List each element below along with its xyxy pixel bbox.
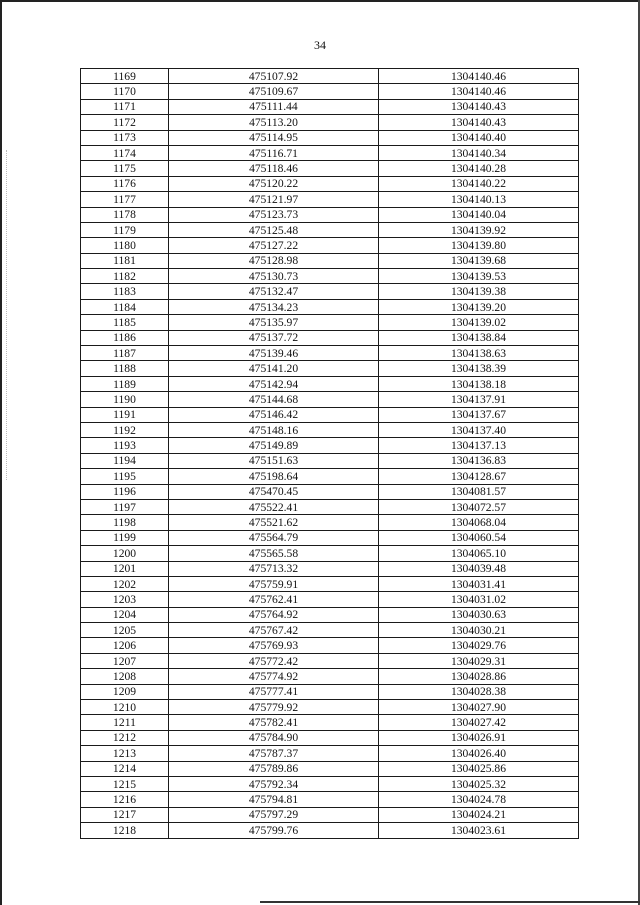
point-number-cell: 1192 xyxy=(81,422,169,437)
point-number-cell: 1170 xyxy=(81,84,169,99)
table-row xyxy=(81,484,579,499)
table-row xyxy=(81,807,579,822)
x-coordinate-cell: 475521.62 xyxy=(169,515,379,530)
table-row xyxy=(81,669,579,684)
y-coordinate-cell: 1304081.57 xyxy=(379,484,579,499)
x-coordinate-cell: 475118.46 xyxy=(169,161,379,176)
x-coordinate-cell: 475774.92 xyxy=(169,669,379,684)
point-number-cell: 1186 xyxy=(81,330,169,345)
point-number-cell: 1216 xyxy=(81,792,169,807)
point-number-cell: 1198 xyxy=(81,515,169,530)
y-coordinate-cell: 1304139.53 xyxy=(379,269,579,284)
point-number-cell: 1203 xyxy=(81,592,169,607)
x-coordinate-cell: 475764.92 xyxy=(169,607,379,622)
point-number-cell: 1196 xyxy=(81,484,169,499)
y-coordinate-cell: 1304024.78 xyxy=(379,792,579,807)
point-number-cell: 1201 xyxy=(81,561,169,576)
point-number-cell: 1175 xyxy=(81,161,169,176)
table-row xyxy=(81,407,579,422)
x-coordinate-cell: 475149.89 xyxy=(169,438,379,453)
point-number-cell: 1173 xyxy=(81,130,169,145)
table-row xyxy=(81,192,579,207)
y-coordinate-cell: 1304065.10 xyxy=(379,546,579,561)
table-row xyxy=(81,176,579,191)
y-coordinate-cell: 1304027.90 xyxy=(379,700,579,715)
point-number-cell: 1199 xyxy=(81,530,169,545)
x-coordinate-cell: 475713.32 xyxy=(169,561,379,576)
table-row xyxy=(81,330,579,345)
x-coordinate-cell: 475522.41 xyxy=(169,499,379,514)
point-number-cell: 1180 xyxy=(81,238,169,253)
scan-border-bottom xyxy=(260,901,640,903)
x-coordinate-cell: 475777.41 xyxy=(169,684,379,699)
scan-border-left xyxy=(0,0,2,905)
x-coordinate-cell: 475121.97 xyxy=(169,192,379,207)
table-row xyxy=(81,84,579,99)
x-coordinate-cell: 475139.46 xyxy=(169,346,379,361)
y-coordinate-cell: 1304138.63 xyxy=(379,346,579,361)
y-coordinate-cell: 1304140.46 xyxy=(379,69,579,84)
y-coordinate-cell: 1304030.21 xyxy=(379,623,579,638)
point-number-cell: 1176 xyxy=(81,176,169,191)
table-row xyxy=(81,69,579,84)
table-row xyxy=(81,361,579,376)
coordinates-table-body xyxy=(81,69,579,839)
table-row xyxy=(81,499,579,514)
x-coordinate-cell: 475123.73 xyxy=(169,207,379,222)
x-coordinate-cell: 475799.76 xyxy=(169,823,379,838)
point-number-cell: 1215 xyxy=(81,776,169,791)
table-row xyxy=(81,592,579,607)
y-coordinate-cell: 1304138.18 xyxy=(379,376,579,391)
y-coordinate-cell: 1304029.31 xyxy=(379,653,579,668)
point-number-cell: 1211 xyxy=(81,715,169,730)
table-row xyxy=(81,161,579,176)
y-coordinate-cell: 1304060.54 xyxy=(379,530,579,545)
table-row xyxy=(81,776,579,791)
x-coordinate-cell: 475137.72 xyxy=(169,330,379,345)
point-number-cell: 1218 xyxy=(81,823,169,838)
y-coordinate-cell: 1304137.67 xyxy=(379,407,579,422)
point-number-cell: 1177 xyxy=(81,192,169,207)
table-row xyxy=(81,453,579,468)
y-coordinate-cell: 1304139.80 xyxy=(379,238,579,253)
point-number-cell: 1202 xyxy=(81,576,169,591)
y-coordinate-cell: 1304139.20 xyxy=(379,299,579,314)
point-number-cell: 1190 xyxy=(81,392,169,407)
table-row xyxy=(81,115,579,130)
y-coordinate-cell: 1304140.04 xyxy=(379,207,579,222)
point-number-cell: 1209 xyxy=(81,684,169,699)
scan-margin-artifact xyxy=(6,150,8,480)
y-coordinate-cell: 1304128.67 xyxy=(379,469,579,484)
point-number-cell: 1200 xyxy=(81,546,169,561)
y-coordinate-cell: 1304139.38 xyxy=(379,284,579,299)
x-coordinate-cell: 475128.98 xyxy=(169,253,379,268)
scan-border-top xyxy=(0,0,640,2)
y-coordinate-cell: 1304138.84 xyxy=(379,330,579,345)
x-coordinate-cell: 475127.22 xyxy=(169,238,379,253)
y-coordinate-cell: 1304026.40 xyxy=(379,746,579,761)
y-coordinate-cell: 1304025.32 xyxy=(379,776,579,791)
x-coordinate-cell: 475151.63 xyxy=(169,453,379,468)
table-row xyxy=(81,253,579,268)
y-coordinate-cell: 1304024.21 xyxy=(379,807,579,822)
y-coordinate-cell: 1304137.13 xyxy=(379,438,579,453)
point-number-cell: 1187 xyxy=(81,346,169,361)
point-number-cell: 1208 xyxy=(81,669,169,684)
point-number-cell: 1184 xyxy=(81,299,169,314)
x-coordinate-cell: 475120.22 xyxy=(169,176,379,191)
x-coordinate-cell: 475132.47 xyxy=(169,284,379,299)
x-coordinate-cell: 475779.92 xyxy=(169,700,379,715)
x-coordinate-cell: 475113.20 xyxy=(169,115,379,130)
point-number-cell: 1204 xyxy=(81,607,169,622)
y-coordinate-cell: 1304031.02 xyxy=(379,592,579,607)
point-number-cell: 1194 xyxy=(81,453,169,468)
point-number-cell: 1171 xyxy=(81,99,169,114)
y-coordinate-cell: 1304039.48 xyxy=(379,561,579,576)
x-coordinate-cell: 475759.91 xyxy=(169,576,379,591)
table-row xyxy=(81,761,579,776)
point-number-cell: 1188 xyxy=(81,361,169,376)
table-row xyxy=(81,130,579,145)
point-number-cell: 1193 xyxy=(81,438,169,453)
table-row xyxy=(81,700,579,715)
x-coordinate-cell: 475789.86 xyxy=(169,761,379,776)
y-coordinate-cell: 1304028.86 xyxy=(379,669,579,684)
y-coordinate-cell: 1304137.91 xyxy=(379,392,579,407)
x-coordinate-cell: 475142.94 xyxy=(169,376,379,391)
point-number-cell: 1178 xyxy=(81,207,169,222)
point-number-cell: 1207 xyxy=(81,653,169,668)
point-number-cell: 1182 xyxy=(81,269,169,284)
point-number-cell: 1181 xyxy=(81,253,169,268)
point-number-cell: 1195 xyxy=(81,469,169,484)
table-row xyxy=(81,792,579,807)
x-coordinate-cell: 475134.23 xyxy=(169,299,379,314)
point-number-cell: 1185 xyxy=(81,315,169,330)
point-number-cell: 1189 xyxy=(81,376,169,391)
x-coordinate-cell: 475782.41 xyxy=(169,715,379,730)
y-coordinate-cell: 1304025.86 xyxy=(379,761,579,776)
x-coordinate-cell: 475107.92 xyxy=(169,69,379,84)
y-coordinate-cell: 1304140.43 xyxy=(379,115,579,130)
x-coordinate-cell: 475125.48 xyxy=(169,222,379,237)
y-coordinate-cell: 1304140.28 xyxy=(379,161,579,176)
y-coordinate-cell: 1304023.61 xyxy=(379,823,579,838)
x-coordinate-cell: 475794.81 xyxy=(169,792,379,807)
table-row xyxy=(81,530,579,545)
table-row xyxy=(81,99,579,114)
y-coordinate-cell: 1304030.63 xyxy=(379,607,579,622)
table-row xyxy=(81,315,579,330)
x-coordinate-cell: 475135.97 xyxy=(169,315,379,330)
x-coordinate-cell: 475146.42 xyxy=(169,407,379,422)
table-row xyxy=(81,684,579,699)
x-coordinate-cell: 475784.90 xyxy=(169,730,379,745)
point-number-cell: 1179 xyxy=(81,222,169,237)
table-row xyxy=(81,422,579,437)
table-row xyxy=(81,207,579,222)
x-coordinate-cell: 475148.16 xyxy=(169,422,379,437)
table-row xyxy=(81,284,579,299)
table-row xyxy=(81,546,579,561)
table-row xyxy=(81,561,579,576)
point-number-cell: 1191 xyxy=(81,407,169,422)
y-coordinate-cell: 1304028.38 xyxy=(379,684,579,699)
point-number-cell: 1174 xyxy=(81,145,169,160)
table-row xyxy=(81,469,579,484)
table-row xyxy=(81,746,579,761)
table-row xyxy=(81,238,579,253)
y-coordinate-cell: 1304138.39 xyxy=(379,361,579,376)
y-coordinate-cell: 1304139.02 xyxy=(379,315,579,330)
y-coordinate-cell: 1304137.40 xyxy=(379,422,579,437)
y-coordinate-cell: 1304136.83 xyxy=(379,453,579,468)
x-coordinate-cell: 475198.64 xyxy=(169,469,379,484)
x-coordinate-cell: 475144.68 xyxy=(169,392,379,407)
table-row xyxy=(81,715,579,730)
point-number-cell: 1214 xyxy=(81,761,169,776)
point-number-cell: 1206 xyxy=(81,638,169,653)
y-coordinate-cell: 1304140.22 xyxy=(379,176,579,191)
table-row xyxy=(81,638,579,653)
y-coordinate-cell: 1304031.41 xyxy=(379,576,579,591)
y-coordinate-cell: 1304140.34 xyxy=(379,145,579,160)
x-coordinate-cell: 475767.42 xyxy=(169,623,379,638)
y-coordinate-cell: 1304140.46 xyxy=(379,84,579,99)
x-coordinate-cell: 475769.93 xyxy=(169,638,379,653)
point-number-cell: 1217 xyxy=(81,807,169,822)
x-coordinate-cell: 475792.34 xyxy=(169,776,379,791)
x-coordinate-cell: 475114.95 xyxy=(169,130,379,145)
x-coordinate-cell: 475564.79 xyxy=(169,530,379,545)
point-number-cell: 1197 xyxy=(81,499,169,514)
y-coordinate-cell: 1304068.04 xyxy=(379,515,579,530)
x-coordinate-cell: 475141.20 xyxy=(169,361,379,376)
x-coordinate-cell: 475772.42 xyxy=(169,653,379,668)
x-coordinate-cell: 475109.67 xyxy=(169,84,379,99)
y-coordinate-cell: 1304027.42 xyxy=(379,715,579,730)
point-number-cell: 1212 xyxy=(81,730,169,745)
x-coordinate-cell: 475111.44 xyxy=(169,99,379,114)
table-row xyxy=(81,392,579,407)
x-coordinate-cell: 475762.41 xyxy=(169,592,379,607)
y-coordinate-cell: 1304029.76 xyxy=(379,638,579,653)
x-coordinate-cell: 475116.71 xyxy=(169,145,379,160)
coordinates-table xyxy=(80,68,579,839)
point-number-cell: 1205 xyxy=(81,623,169,638)
table-row xyxy=(81,269,579,284)
point-number-cell: 1169 xyxy=(81,69,169,84)
table-row xyxy=(81,222,579,237)
table-row xyxy=(81,145,579,160)
table-row xyxy=(81,299,579,314)
table-row xyxy=(81,623,579,638)
x-coordinate-cell: 475787.37 xyxy=(169,746,379,761)
y-coordinate-cell: 1304140.43 xyxy=(379,99,579,114)
table-row xyxy=(81,346,579,361)
table-row xyxy=(81,438,579,453)
table-row xyxy=(81,823,579,838)
y-coordinate-cell: 1304072.57 xyxy=(379,499,579,514)
x-coordinate-cell: 475797.29 xyxy=(169,807,379,822)
table-row xyxy=(81,515,579,530)
table-row xyxy=(81,376,579,391)
point-number-cell: 1172 xyxy=(81,115,169,130)
table-row xyxy=(81,730,579,745)
page-number: 34 xyxy=(314,38,326,52)
x-coordinate-cell: 475130.73 xyxy=(169,269,379,284)
x-coordinate-cell: 475470.45 xyxy=(169,484,379,499)
table-row xyxy=(81,607,579,622)
table-row xyxy=(81,653,579,668)
point-number-cell: 1210 xyxy=(81,700,169,715)
y-coordinate-cell: 1304026.91 xyxy=(379,730,579,745)
table-row xyxy=(81,576,579,591)
y-coordinate-cell: 1304140.13 xyxy=(379,192,579,207)
point-number-cell: 1183 xyxy=(81,284,169,299)
y-coordinate-cell: 1304139.68 xyxy=(379,253,579,268)
point-number-cell: 1213 xyxy=(81,746,169,761)
y-coordinate-cell: 1304140.40 xyxy=(379,130,579,145)
x-coordinate-cell: 475565.58 xyxy=(169,546,379,561)
y-coordinate-cell: 1304139.92 xyxy=(379,222,579,237)
